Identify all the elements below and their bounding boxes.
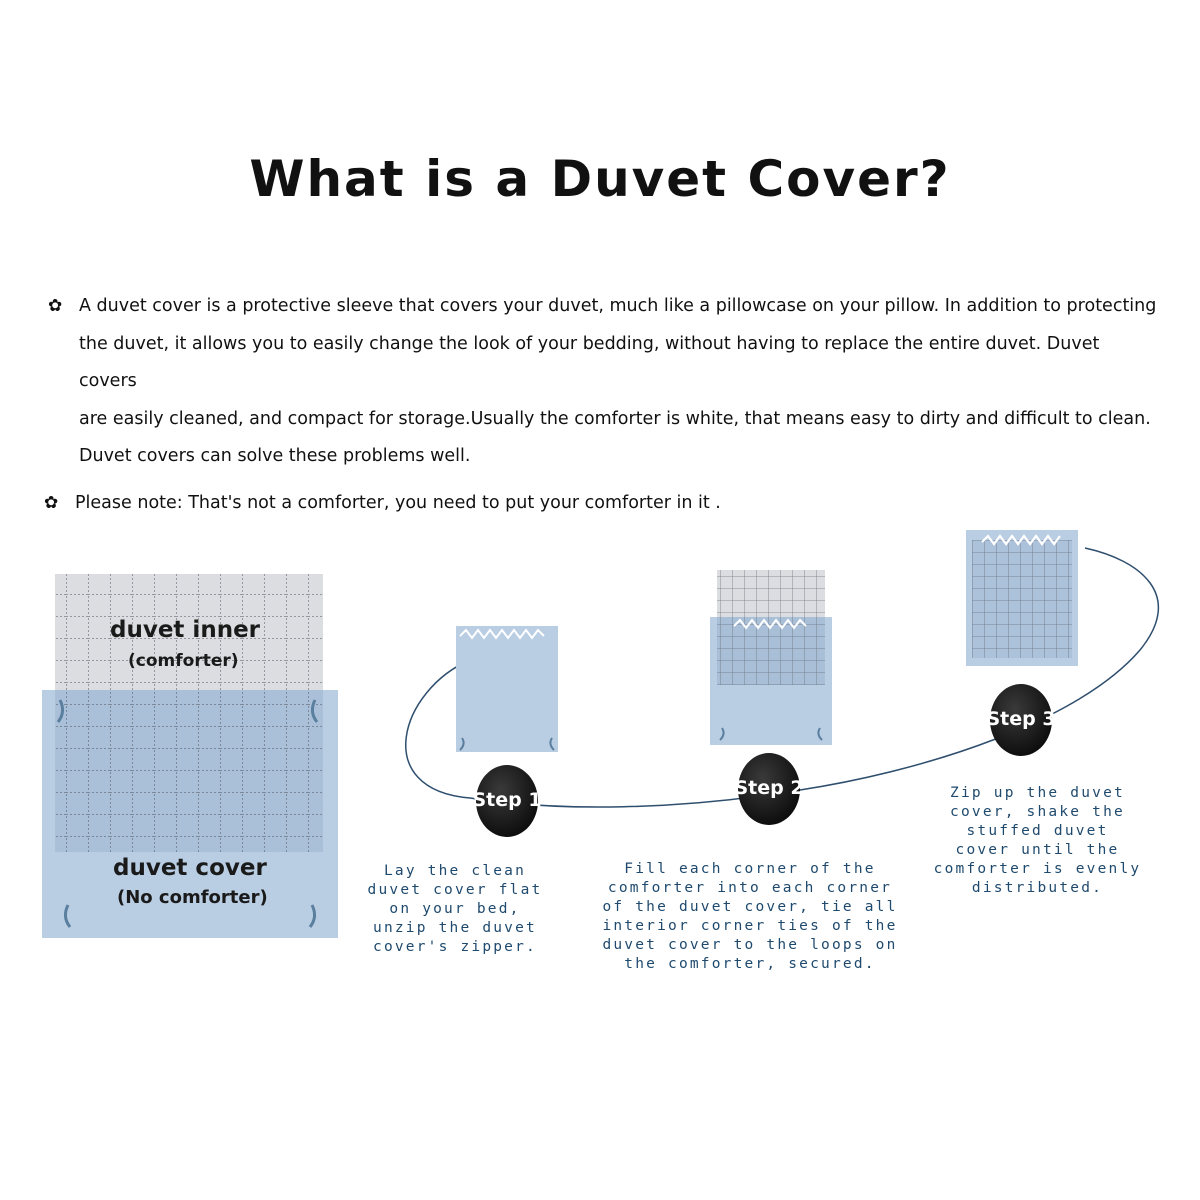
bullet-line: Duvet covers can solve these problems well. <box>79 446 471 466</box>
bullet-line: the duvet, it allows you to easily change the look of your bedding, without having to replace the entire duvet. Duvet covers <box>79 333 1100 391</box>
step1-label: Step 1 <box>472 789 542 811</box>
duvet-cover-label: duvet cover <box>113 855 267 881</box>
duvet-cover-sublabel: (No comforter) <box>117 887 268 908</box>
step1-description: Lay the clean duvet cover flat on your bed, unzip the duvet cover's zipper. <box>367 863 543 955</box>
page-title: What is a Duvet Cover? <box>249 150 951 208</box>
step3-illustration <box>966 530 1078 666</box>
duvet-inner-label: duvet inner <box>110 617 261 643</box>
step3-label: Step 3 <box>986 708 1056 730</box>
step1-illustration <box>456 626 558 752</box>
step2-description: Fill each corner of the comforter into each corner of the duvet cover, tie all interior corner ties of the duvet cover to the loops on the comforter, secured. <box>602 861 898 972</box>
step2-label: Step 2 <box>734 777 804 799</box>
flower-icon: ✿ <box>48 296 63 316</box>
step2-illustration <box>710 570 832 745</box>
bullet-line: A duvet cover is a protective sleeve that covers your duvet, much like a pillowcase on your pillow. In addition to protecting <box>79 296 1157 316</box>
step3-description: Zip up the duvet cover, shake the stuffed duvet cover until the comforter is evenly distributed. <box>933 785 1142 896</box>
duvet-inner-sublabel: (comforter) <box>128 651 239 671</box>
bullet-line: Please note: That's not a comforter, you need to put your comforter in it . <box>75 492 721 513</box>
bullet-line: are easily cleaned, and compact for storage.Usually the comforter is white, that means easy to dirty and difficult to clean. <box>79 408 1151 429</box>
flower-icon: ✿ <box>44 492 59 513</box>
